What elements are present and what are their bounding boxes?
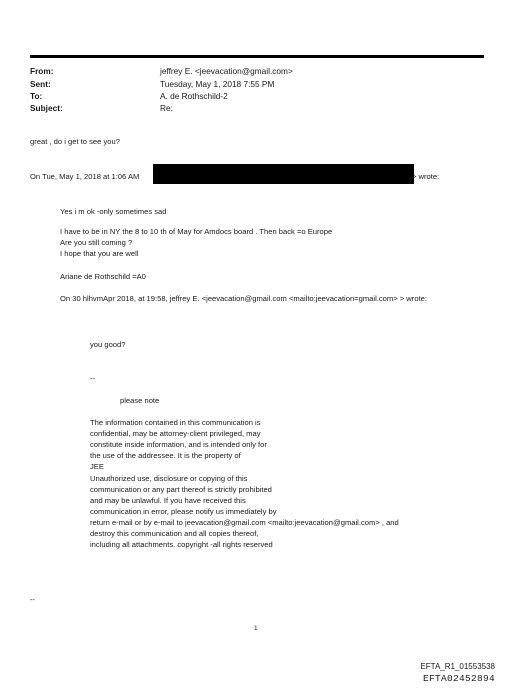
message-line: I hope that you are well bbox=[60, 249, 139, 258]
reply-line: great , do i get to see you? bbox=[30, 137, 120, 146]
subject-value: Re: bbox=[160, 103, 173, 113]
message-line: I have to be in NY the 8 to 10 th of May for Amdocs board . Then back =o Europe bbox=[60, 227, 333, 236]
signature-dashes: -- bbox=[90, 374, 96, 383]
reference-id: EFTA_R1_01553538 bbox=[420, 662, 495, 671]
sent-label: Sent: bbox=[30, 79, 51, 89]
subject-label: Subject: bbox=[30, 103, 63, 113]
disclaimer-line: the use of the addressee. It is the property of bbox=[90, 451, 241, 460]
quote-intro-wrote: > wrote: bbox=[412, 172, 440, 181]
disclaimer-line: return e-mail or by e-mail to jeevacation@gmail.com <mailto:jeevacation@gmail.com> , and bbox=[90, 518, 399, 527]
page-number: 1 bbox=[254, 625, 258, 632]
from-value: jeffrey E. <jeevacation@gmail.com> bbox=[160, 66, 293, 76]
please-note: please note bbox=[120, 396, 160, 405]
disclaimer-line: communication or any part thereof is strictly prohibited bbox=[90, 485, 272, 494]
to-value: A. de Rothschild-2 bbox=[160, 91, 228, 101]
disclaimer-line: communication in error, please notify us immediately by bbox=[90, 507, 277, 516]
nested-quote-intro: On 30 hlhvmApr 2018, at 19:58, jeffrey E. <jeevacation@gmail.com <mailto:jeevacation=gmail.com> > wrote: bbox=[60, 294, 427, 303]
signoff: Ariane de Rothschild =A0 bbox=[60, 272, 146, 281]
message-line: Yes i m ok -only sometimes sad bbox=[60, 207, 167, 216]
disclaimer-line: constitute inside information, and is intended only for bbox=[90, 440, 267, 449]
disclaimer-line: including all attachments. copyright -all rights reserved bbox=[90, 540, 273, 549]
disclaimer-line: Unauthorized use, disclosure or copying of this bbox=[90, 474, 248, 483]
sent-value: Tuesday, May 1, 2018 7:55 PM bbox=[160, 79, 275, 89]
to-label: To: bbox=[30, 91, 43, 101]
disclaimer-line: destroy this communication and all copies thereof, bbox=[90, 529, 259, 538]
bottom-dashes: -- bbox=[30, 595, 36, 604]
nested-message: you good? bbox=[90, 340, 126, 349]
disclaimer-line: and may be unlawful. If you have received this bbox=[90, 496, 246, 505]
redaction-box bbox=[153, 164, 414, 184]
disclaimer-line: confidential, may be attorney-client privileged, may bbox=[90, 429, 261, 438]
quote-intro: On Tue, May 1, 2018 at 1:06 AM bbox=[30, 172, 140, 181]
disclaimer-line: JEE bbox=[90, 462, 104, 471]
bates-number: EFTA02452894 bbox=[422, 673, 495, 684]
disclaimer-line: The information contained in this communication is bbox=[90, 418, 261, 427]
header-divider bbox=[30, 55, 484, 58]
from-label: From: bbox=[30, 66, 54, 76]
message-line: Are you still coming ? bbox=[60, 238, 133, 247]
